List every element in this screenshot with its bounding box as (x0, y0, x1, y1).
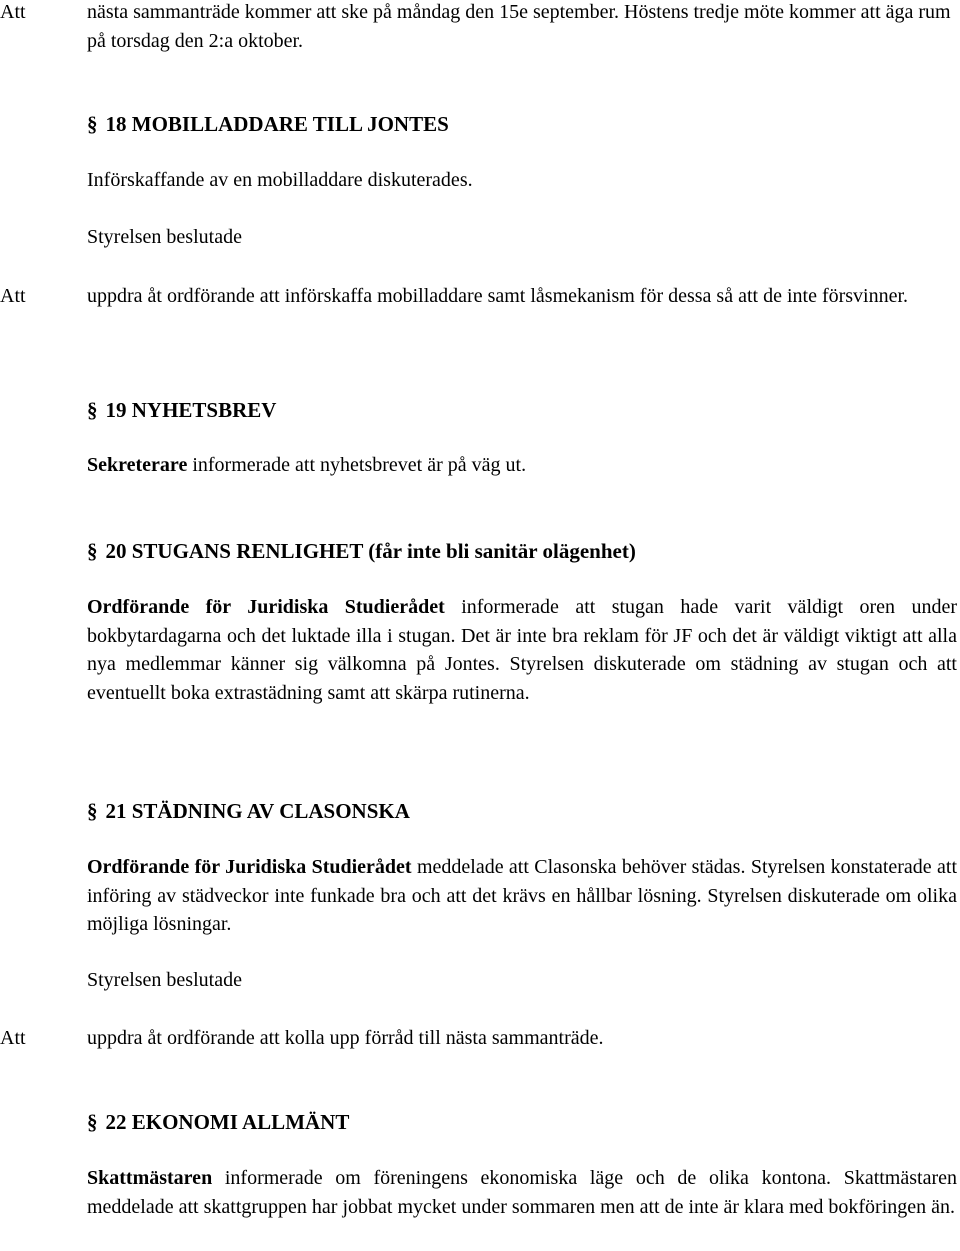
section-21-decision-label: Styrelsen beslutade (87, 969, 242, 991)
section-21-heading (87, 797, 410, 825)
section-18-decision-label: Styrelsen beslutade (87, 226, 242, 248)
section-20-heading (87, 537, 636, 565)
section-21-att-text: uppdra åt ordförande att kolla upp förråd till nästa sammanträde. (87, 1027, 604, 1049)
section-sign: § (87, 539, 98, 563)
section-19-speaker: Sekreterare (87, 454, 188, 476)
top-att-text: nästa sammanträde kommer att ske på måndag den 15e september. Höstens tredje möte kommer att äga rum på torsdag den 2:a oktober. (87, 1, 951, 52)
section-21-text: meddelade att Clasonska behöver städas. Styrelsen konstaterade att införing av städveckor inte funkade bra och att det krävs en hållbar lösning. Styrelsen diskuterade om olika möjliga lösningar. (87, 856, 958, 935)
section-22-text: informerade om föreningens ekonomiska läge och de olika kontona. Skattmästaren meddelade att skattgruppen har jobbat mycket under sommaren men att de inte är klara med bokföringen än. (87, 1167, 957, 1218)
section-sign: § (87, 1110, 98, 1134)
section-22-speaker: Skattmästaren (87, 1167, 213, 1189)
section-20-speaker: Ordförande för Juridiska Studierådet (87, 596, 445, 618)
section-21-body (87, 853, 957, 939)
section-22-title: 22 EKONOMI ALLMÄNT (105, 1110, 350, 1134)
section-21-title: 21 STÄDNING AV CLASONSKA (105, 799, 410, 823)
section-sign: § (87, 398, 98, 422)
section-18-heading (87, 110, 449, 138)
section-21-att-label: Att (0, 1027, 26, 1049)
section-22-body (87, 1164, 957, 1221)
section-18-text: Införskaffande av en mobilladdare diskuterades. (87, 169, 473, 191)
section-19-title: 19 NYHETSBREV (105, 398, 277, 422)
att-label-top: Att (0, 1, 26, 23)
section-sign: § (87, 112, 98, 136)
section-19-heading (87, 396, 276, 424)
section-18-att-text: uppdra åt ordförande att införskaffa mobilladdare samt låsmekanism för dessa så att de inte försvinner. (87, 285, 909, 307)
section-18-att-label: Att (0, 285, 26, 307)
section-21-speaker: Ordförande för Juridiska Studierådet (87, 856, 412, 878)
section-20-title: 20 STUGANS RENLIGHET (får inte bli sanitär olägenhet) (105, 539, 636, 563)
section-19-text: informerade att nyhetsbrevet är på väg ut. (192, 454, 527, 476)
section-18-title: 18 MOBILLADDARE TILL JONTES (105, 112, 449, 136)
section-20-body (87, 593, 957, 707)
section-19-body (87, 451, 957, 480)
section-22-heading (87, 1108, 349, 1136)
section-20-text: informerade att stugan hade varit väldigt oren under bokbytardagarna och det luktade illa i stugan. Det är inte bra reklam för JF och det är väldigt viktigt att alla nya medlemmar känner sig välkomna på Jontes. Styrelsen diskuterade om städning av stugan och att eventuellt boka extrastädning samt att skärpa rutinerna. (87, 596, 957, 704)
section-sign: § (87, 799, 98, 823)
